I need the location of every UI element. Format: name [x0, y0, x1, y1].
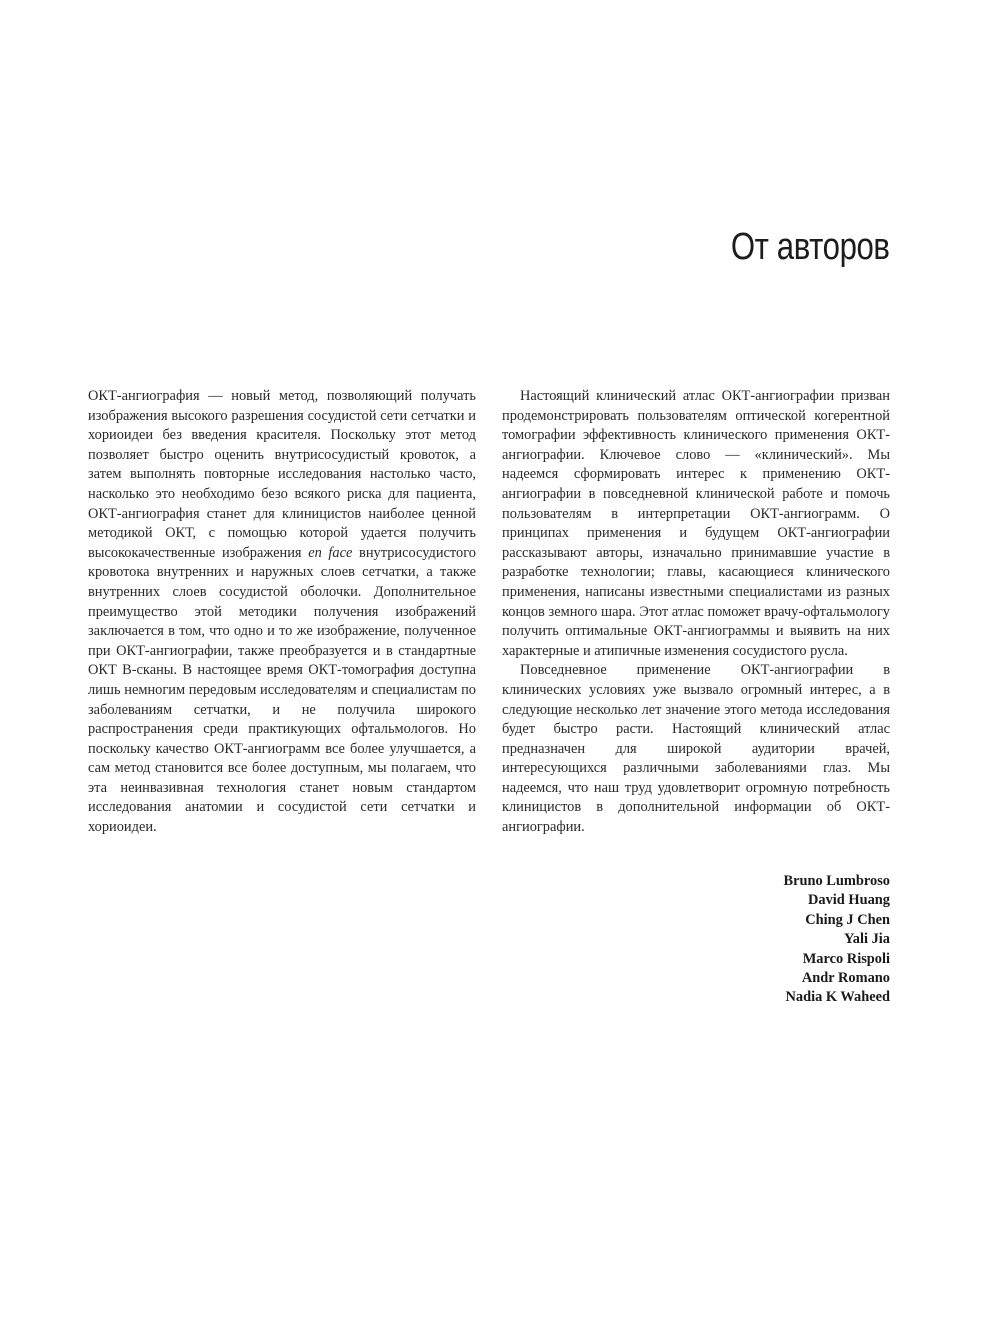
- author-name: Nadia K Waheed: [785, 989, 890, 1006]
- right-paragraph-2: Повседневное применение ОКТ-ангиографии в клинических условиях уже вызвало огромный интерес, а в следующие несколько лет значение этого метода исследования будет быстро расти. Настоящий клинический атлас предназначен для широкой аудитории врачей, интересующихся различными заболеваниями глаз. Мы надеемся, что наш труд удовлетворит огромную потребность клиницистов в дополнительной информации об ОКТ-ангиографии.: [502, 662, 890, 836]
- left-paragraph-1-text-a: ОКТ-ангиография — новый метод, позволяющий получать изображения высокого разрешения сосудистой сети сетчатки и хориоидеи без введения красителя. Поскольку этот метод позволяет быстро оценить внутрисосудистый кровоток, а затем выполнять повторные исследования настолько часто, насколько это необходимо безо всякого риска для пациента, ОКТ-ангиография станет для клиницистов наиболее ценной методикой ОКТ, с помощью которой удается получить высококачественные изображения: [88, 388, 476, 561]
- author-name: Ching J Chen: [805, 911, 890, 928]
- author-name: Yali Jia: [844, 931, 890, 948]
- author-name: Bruno Lumbroso: [783, 873, 890, 889]
- left-column: [88, 387, 476, 838]
- author-name: Marco Rispoli: [802, 950, 890, 967]
- left-paragraph-1-text-b: внутрисосудистого кровотока внутренних и наружных слоев сетчатки, а также внутренних слоев сосудистой оболочки. Дополнительное преимущество этой методики получения изображений заключается в том, что одно и то же изображение, полученное при ОКТ-ангиографии, также преобразуется и в стандартные ОКТ B-сканы. В настоящее время ОКТ-томография доступна лишь немногим передовым исследователям и специалистам по заболеваниям сетчатки, и не получила широкого распространения среди практикующих офтальмологов. Но поскольку качество ОКТ-ангиограмм все более улучшается, а сам метод становится все более доступным, мы полагаем, что эта неинвазивная технология станет новым стандартом исследования анатомии и сосудистой сети сетчатки и хориоидеи.: [88, 544, 476, 836]
- right-paragraph-1: Настоящий клинический атлас ОКТ-ангиографии призван продемонстрировать пользователям оптической когерентной томографии эффективность клинического применения ОКТ-ангиографии. Ключевое слово — «клинический». Мы надеемся сформировать интерес к применению ОКТ-ангиографии в повседневной клинической работе и помочь пользователям в интерпретации ОКТ-ангиограмм. О принципах применения и будущем ОКТ-ангиографии рассказывают авторы, изначально принимавшие участие в разработке технологии; главы, касающиеся клинического применения, написаны известными специалистами из разных концов земного шара. Этот атлас поможет врачу-офтальмологу получить оптимальные ОКТ-ангиограммы и выявить на них характерные и атипичные изменения сосудистого русла.: [502, 388, 890, 659]
- authors-list: [784, 872, 891, 1008]
- author-name: Andr Romano: [801, 970, 890, 987]
- page-title: От авторов: [731, 226, 890, 268]
- author-name: David Huang: [808, 892, 890, 909]
- en-face-term: en face: [308, 544, 353, 561]
- right-column: [502, 387, 890, 838]
- left-paragraph-1: [88, 387, 476, 838]
